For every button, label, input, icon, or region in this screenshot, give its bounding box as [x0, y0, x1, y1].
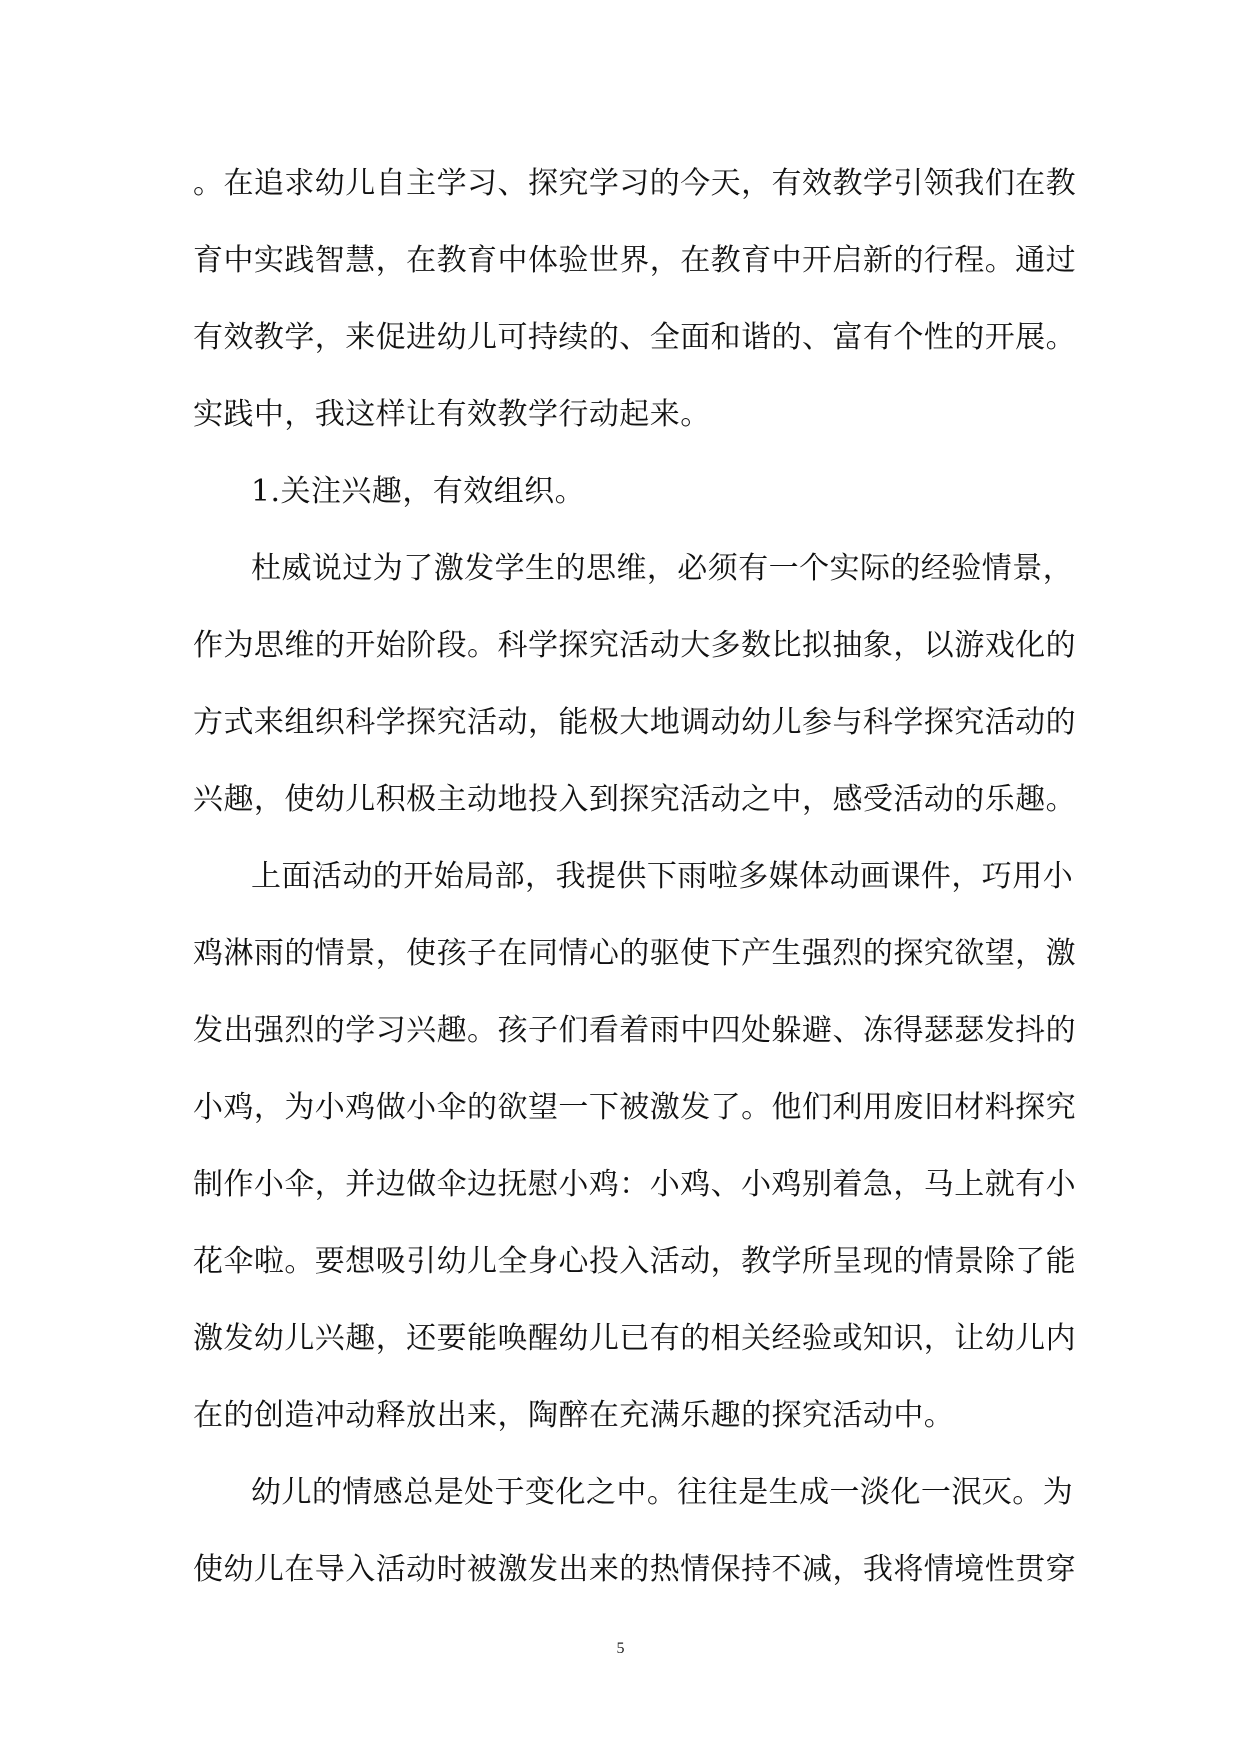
text-line: 杜威说过为了激发学生的思维，必须有一个实际的经验情景， [251, 551, 1074, 586]
text-line: 激发幼儿兴趣，还要能唤醒幼儿已有的相关经验或知识，让幼儿内 [193, 1321, 1077, 1356]
section-heading: 1.关注兴趣，有效组织。 [251, 474, 586, 509]
page-number: 5 [616, 1640, 625, 1657]
text-line: 有效教学，来促进幼儿可持续的、全面和谐的、富有个性的开展。 [193, 320, 1077, 355]
text-line: 发出强烈的学习兴趣。孩子们看着雨中四处躲避、冻得瑟瑟发抖的 [193, 1013, 1077, 1048]
text-line: 育中实践智慧，在教育中体验世界，在教育中开启新的行程。通过 [193, 243, 1077, 278]
text-line: 鸡淋雨的情景，使孩子在同情心的驱使下产生强烈的探究欲望，激 [193, 936, 1077, 971]
text-line: 使幼儿在导入活动时被激发出来的热情保持不减，我将情境性贯穿 [193, 1552, 1077, 1587]
text-line: 作为思维的开始阶段。科学探究活动大多数比拟抽象，以游戏化的 [193, 628, 1077, 663]
text-line: 方式来组织科学探究活动，能极大地调动幼儿参与科学探究活动的 [193, 705, 1077, 740]
text-line: 小鸡，为小鸡做小伞的欲望一下被激发了。他们利用废旧材料探究 [193, 1090, 1077, 1125]
text-line: 在的创造冲动释放出来，陶醉在充满乐趣的探究活动中。 [193, 1398, 955, 1433]
text-line: 花伞啦。要想吸引幼儿全身心投入活动，教学所呈现的情景除了能 [193, 1244, 1077, 1279]
text-line: 实践中，我这样让有效教学行动起来。 [193, 397, 711, 432]
body-text [193, 145, 1077, 1608]
text-line: 。在追求幼儿自主学习、探究学习的今天，有效教学引领我们在教 [193, 166, 1077, 201]
text-line: 上面活动的开始局部，我提供下雨啦多媒体动画课件，巧用小 [251, 859, 1074, 894]
text-line: 兴趣，使幼儿积极主动地投入到探究活动之中，感受活动的乐趣。 [193, 782, 1077, 817]
text-line: 制作小伞，并边做伞边抚慰小鸡：小鸡、小鸡别着急，马上就有小 [193, 1167, 1077, 1202]
text-line: 幼儿的情感总是处于变化之中。往往是生成一淡化一泯灭。为 [251, 1475, 1074, 1510]
